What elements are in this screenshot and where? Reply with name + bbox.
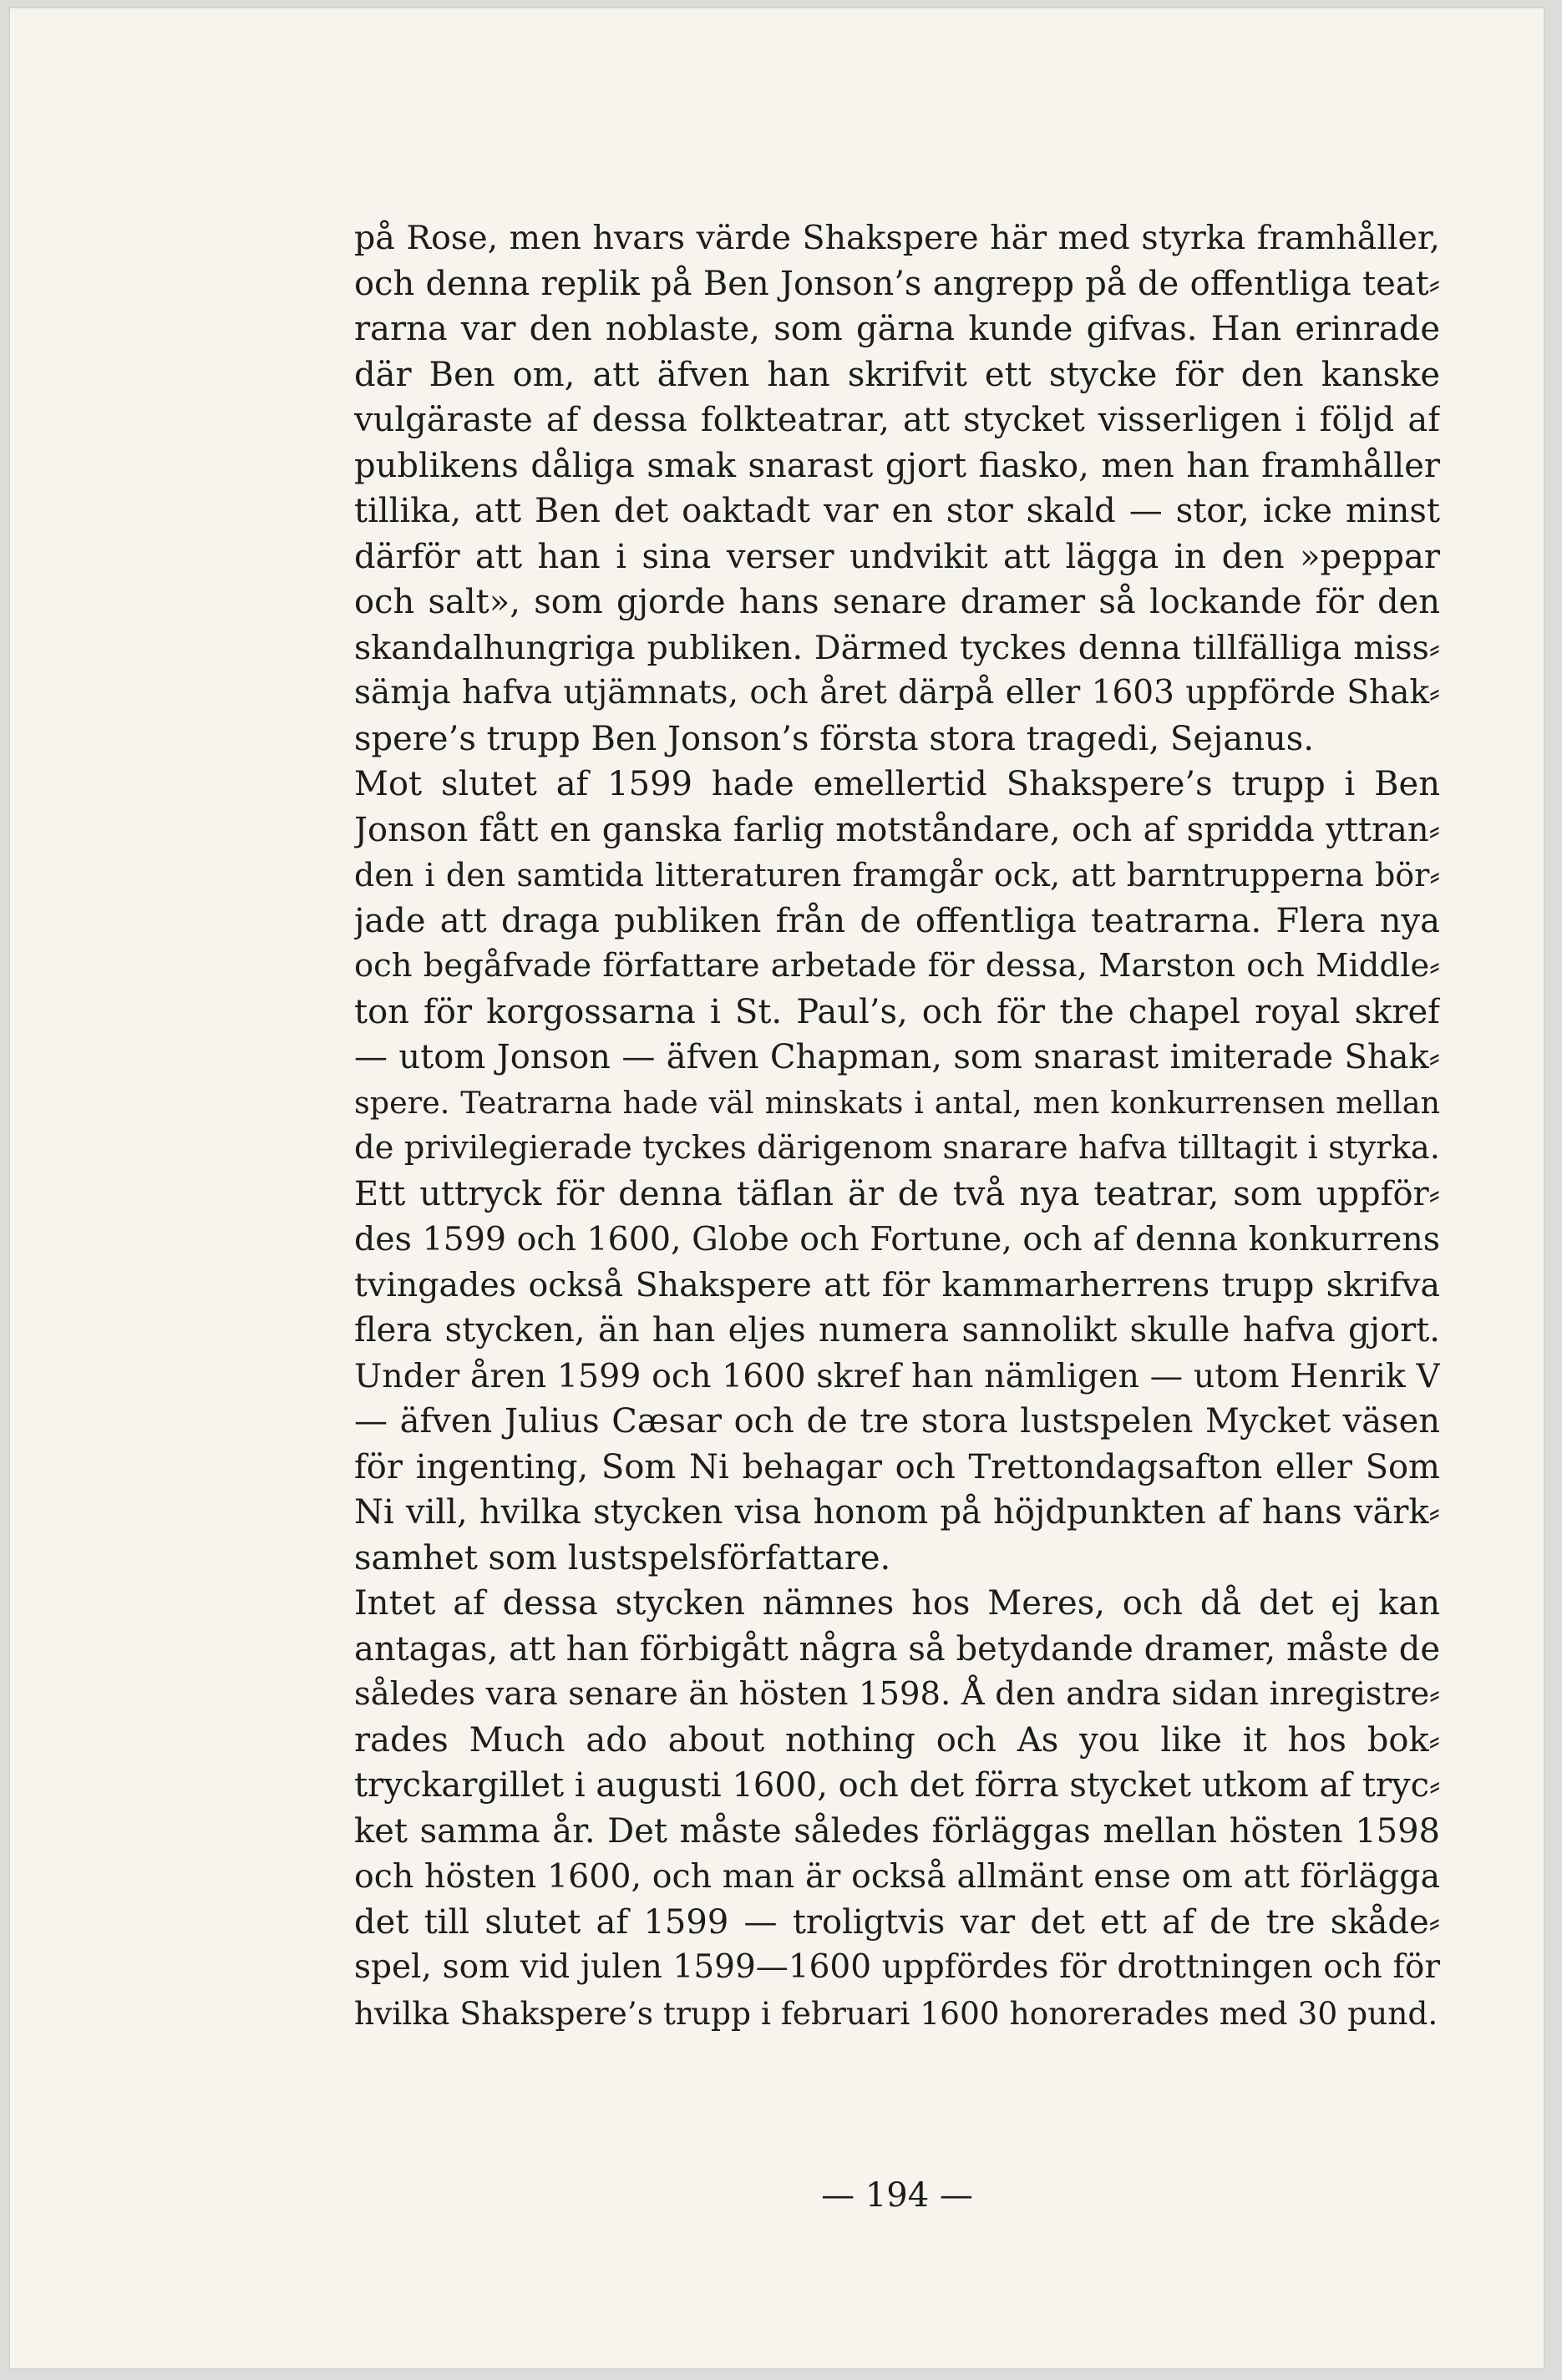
text-line: Mot slutet af 1599 hade emellertid Shakspere’s trupp i Ben <box>354 765 1440 803</box>
text-line: och begåfvade författare arbetade för dessa, Marston och Middle⸗ <box>354 947 1440 985</box>
text-line: publikens dåliga smak snarast gjort fiasko, men han framhåller <box>354 446 1440 485</box>
text-line: Ett uttryck för denna täflan är de två nya teatrar, som uppför⸗ <box>354 1174 1440 1213</box>
body-text <box>354 215 1440 2036</box>
text-line: och denna replik på Ben Jonson’s angrepp på de offentliga teat⸗ <box>354 264 1440 303</box>
text-line: spere’s trupp Ben Jonson’s första stora tragedi, Sejanus. <box>354 719 1314 758</box>
text-line: rades Much ado about nothing och As you like it hos bok⸗ <box>354 1720 1440 1760</box>
text-line: tillika, att Ben det oaktadt var en stor skald — stor, icke minst <box>354 492 1440 530</box>
text-line: det till slutet af 1599 — troligtvis var det ett af de tre skåde⸗ <box>354 1902 1440 1942</box>
paragraph <box>354 215 1440 762</box>
text-line: sämja hafva utjämnats, och året därpå eller 1603 uppförde Shak⸗ <box>354 674 1440 711</box>
text-line: Under åren 1599 och 1600 skref han nämligen — utom Henrik V <box>354 1356 1440 1395</box>
text-line: Ni vill, hvilka stycken visa honom på höjdpunkten af hans värk⸗ <box>354 1493 1440 1532</box>
paragraph <box>354 762 1440 1581</box>
text-line: ton för korgossarna i St. Paul’s, och för the chapel royal skref <box>354 992 1440 1031</box>
text-line: för ingenting, Som Ni behagar och Trettondagsafton eller Som <box>354 1447 1440 1486</box>
text-line: ket samma år. Det måste således förläggas mellan hösten 1598 <box>354 1811 1440 1851</box>
paragraph <box>354 1581 1440 2036</box>
text-line: och salt», som gjorde hans senare dramer så lockande för den <box>354 583 1440 621</box>
text-line: jade att draga publiken från de offentliga teatrarna. Flera nya <box>354 901 1440 940</box>
page-number: — 194 — <box>821 2176 973 2215</box>
text-line: — utom Jonson — äfven Chapman, som snarast imiterade Shak⸗ <box>354 1038 1440 1076</box>
text-line: hvilka Shakspere’s trupp i februari 1600 honorerades med 30 pund. <box>354 1994 1438 2032</box>
text-line: spere. Teatrarna hade väl minskats i antal, men konkurrensen mellan <box>354 1084 1440 1121</box>
text-line: Intet af dessa stycken nämnes hos Meres, och då det ej kan <box>354 1584 1440 1623</box>
text-line: vulgäraste af dessa folkteatrar, att stycket visserligen i följd af <box>354 401 1440 439</box>
text-line: och hösten 1600, och man är också allmänt ense om att förlägga <box>354 1857 1440 1896</box>
text-line: därför att han i sina verser undvikit att lägga in den »peppar <box>354 537 1440 576</box>
text-line: tvingades också Shakspere att för kammarherrens trupp skrifva <box>354 1265 1440 1304</box>
text-line: där Ben om, att äfven han skrifvit ett stycke för den kanske <box>354 355 1440 394</box>
text-line: Jonson fått en ganska farlig motståndare, och af spridda yttran⸗ <box>354 810 1440 849</box>
text-line: — äfven Julius Cæsar och de tre stora lustspelen Mycket väsen <box>354 1402 1440 1441</box>
text-line: des 1599 och 1600, Globe och Fortune, och af denna konkurrens <box>354 1220 1440 1258</box>
text-line: tryckargillet i augusti 1600, och det förra stycket utkom af tryc⸗ <box>354 1766 1440 1805</box>
text-line: spel, som vid julen 1599—1600 uppfördes för drottningen och för <box>354 1948 1440 1986</box>
text-line: flera stycken, än han eljes numera sannolikt skulle hafva gjort. <box>354 1311 1440 1350</box>
text-line: samhet som lustspelsförfattare. <box>354 1538 891 1577</box>
text-line: rarna var den noblaste, som gärna kunde gifvas. Han erinrade <box>354 310 1440 348</box>
text-line: de privilegierade tyckes därigenom snarare hafva tilltagit i styrka. <box>354 1129 1440 1167</box>
text-line: på Rose, men hvars värde Shakspere här med styrka framhåller, <box>354 219 1440 257</box>
text-line: skandalhungriga publiken. Därmed tyckes denna tillfälliga miss⸗ <box>354 628 1440 667</box>
text-line: således vara senare än hösten 1598. Å den andra sidan inregistre⸗ <box>354 1675 1440 1713</box>
text-line: antagas, att han förbigått några så betydande dramer, måste de <box>354 1629 1440 1669</box>
text-line: den i den samtida litteraturen framgår ock, att barntrupperna bör⸗ <box>354 857 1440 894</box>
